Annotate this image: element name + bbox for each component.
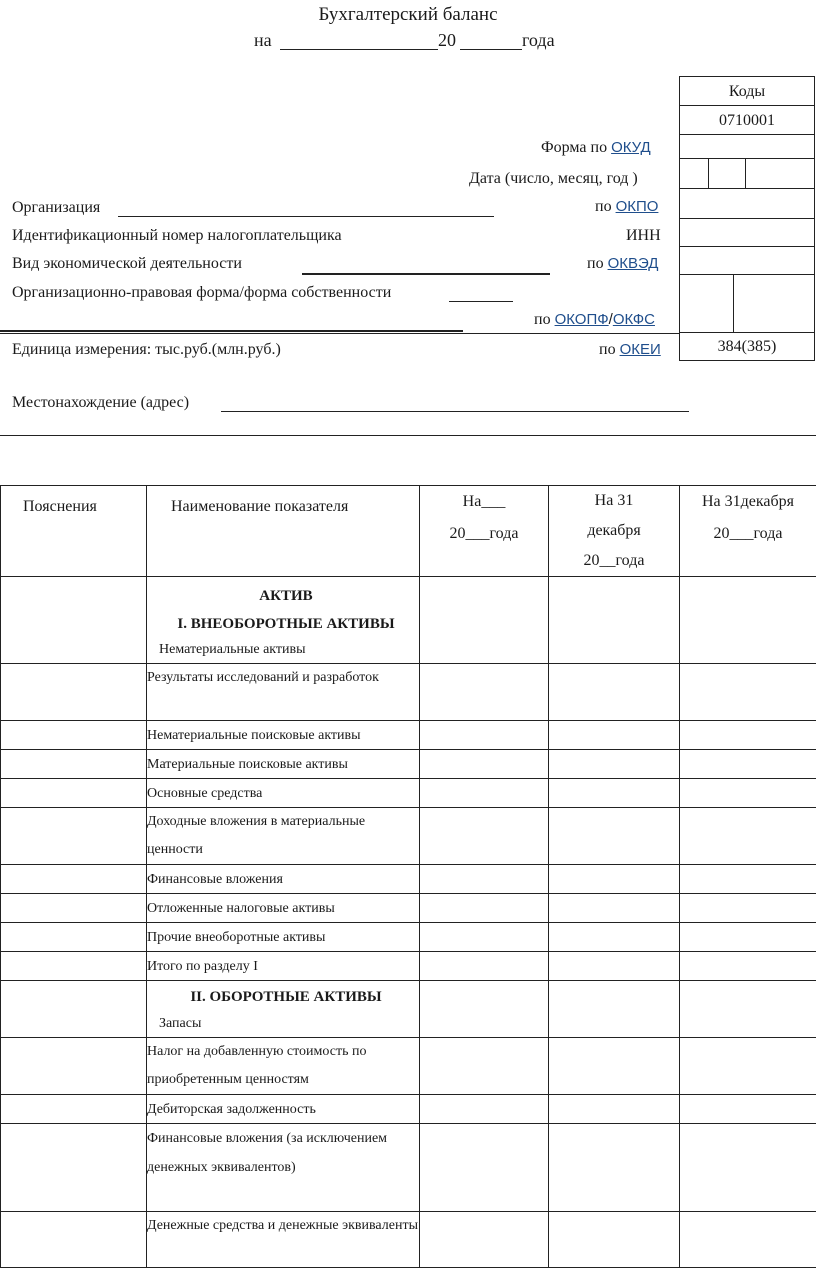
table-row — [1, 981, 816, 1038]
date-year: 20 — [438, 30, 456, 51]
row-label: Доходные вложения в материальные ценности — [147, 808, 420, 865]
value-cell[interactable] — [680, 952, 816, 981]
value-cell[interactable] — [549, 1212, 680, 1268]
okopf-prefix: по — [534, 311, 551, 328]
value-cell[interactable] — [680, 981, 816, 1038]
table-row — [1, 894, 816, 923]
table-header-row — [1, 486, 816, 577]
table-row — [1, 923, 816, 952]
section-1-title: I. ВНЕОБОРОТНЫЕ АКТИВЫ — [159, 611, 413, 637]
unit-label: Единица измерения: тыс.руб.(млн.руб.) — [12, 341, 281, 359]
okud-row — [541, 139, 651, 157]
table-row — [1, 664, 816, 721]
date-divider-1 — [708, 159, 709, 188]
value-cell[interactable] — [549, 1124, 680, 1212]
value-cell[interactable] — [549, 952, 680, 981]
legal-form-input-line[interactable] — [449, 301, 513, 302]
header-col3-line2: 20___года — [680, 518, 816, 550]
value-cell[interactable] — [420, 721, 549, 750]
row-label: Материальные поисковые активы — [147, 750, 420, 779]
okei-code-cell[interactable]: 384(385) — [680, 333, 814, 360]
value-cell[interactable] — [680, 664, 816, 721]
name-cell — [147, 981, 420, 1038]
page-title: Бухгалтерский баланс — [0, 4, 816, 26]
name-cell — [147, 577, 420, 664]
row-label: Финансовые вложения — [147, 865, 420, 894]
value-cell[interactable] — [549, 865, 680, 894]
value-cell[interactable] — [680, 865, 816, 894]
section-2-title: II. ОБОРОТНЫЕ АКТИВЫ — [159, 983, 413, 1011]
okopf-okfs-code-cell[interactable] — [680, 275, 814, 333]
value-cell[interactable] — [420, 1038, 549, 1095]
date-blank-line[interactable] — [280, 49, 438, 50]
row-label: Прочие внеоборотные активы — [147, 923, 420, 952]
header-col1-line2: 20___года — [420, 518, 548, 550]
row-label: Нематериальные поисковые активы — [147, 721, 420, 750]
value-cell[interactable] — [420, 750, 549, 779]
okopf-divider — [733, 275, 734, 332]
table-row — [1, 1038, 816, 1095]
okved-row — [587, 255, 658, 273]
table-row — [1, 865, 816, 894]
value-cell[interactable] — [549, 923, 680, 952]
okud-prefix: Форма по — [541, 139, 607, 156]
notes-cell[interactable] — [1, 894, 147, 923]
value-cell[interactable] — [420, 865, 549, 894]
row-label: Запасы — [159, 1016, 201, 1031]
value-cell[interactable] — [549, 1095, 680, 1124]
address-label: Местонахождение (адрес) — [12, 394, 189, 412]
address-divider-line — [0, 435, 816, 436]
okud-link[interactable]: ОКУД — [611, 139, 651, 156]
codes-box — [679, 76, 815, 361]
value-cell[interactable] — [549, 894, 680, 923]
value-cell[interactable] — [549, 1038, 680, 1095]
notes-cell[interactable] — [1, 1212, 147, 1268]
table-row — [1, 750, 816, 779]
okpo-prefix: по — [595, 198, 612, 215]
header-notes: Пояснения — [1, 486, 147, 577]
value-cell[interactable] — [420, 577, 549, 664]
notes-cell[interactable] — [1, 664, 147, 721]
value-cell[interactable] — [420, 952, 549, 981]
table-row — [1, 952, 816, 981]
value-cell[interactable] — [680, 1038, 816, 1095]
section-asset: АКТИВ — [159, 581, 413, 611]
value-cell[interactable] — [680, 721, 816, 750]
row-label: Налог на добавленную стоимость по приобретенным ценностям — [147, 1038, 420, 1095]
header-col2-line3: 20__года — [549, 546, 679, 576]
okopf-slash: / — [609, 311, 613, 328]
value-cell[interactable] — [420, 779, 549, 808]
value-cell[interactable] — [549, 808, 680, 865]
value-cell[interactable] — [680, 808, 816, 865]
okei-row — [599, 341, 661, 359]
notes-cell[interactable] — [1, 577, 147, 664]
row-label: Результаты исследований и разработок — [147, 664, 420, 721]
address-input-line[interactable] — [221, 411, 689, 412]
notes-cell[interactable] — [1, 1038, 147, 1095]
table-row — [1, 1212, 816, 1268]
notes-cell[interactable] — [1, 779, 147, 808]
row-label: Денежные средства и денежные эквиваленты — [147, 1212, 420, 1268]
codes-title: Коды — [680, 77, 814, 106]
table-row — [1, 1095, 816, 1124]
value-cell[interactable] — [680, 750, 816, 779]
legal-form-second-line[interactable] — [0, 330, 463, 332]
table-row — [1, 721, 816, 750]
table-row — [1, 577, 816, 664]
row-label: Отложенные налоговые активы — [147, 894, 420, 923]
value-cell[interactable] — [680, 923, 816, 952]
okopf-row — [534, 311, 655, 329]
header-col1 — [420, 486, 549, 577]
notes-cell[interactable] — [1, 981, 147, 1038]
okei-prefix: по — [599, 341, 616, 358]
org-label: Организация — [12, 199, 100, 217]
okfs-link[interactable]: ОКФС — [613, 311, 655, 328]
row-label: Дебиторская задолженность — [147, 1095, 420, 1124]
inn-label: ИНН — [626, 227, 661, 245]
row-label: Нематериальные активы — [159, 642, 306, 657]
okud-code-cell[interactable]: 0710001 — [680, 106, 814, 135]
value-cell[interactable] — [420, 894, 549, 923]
row-label: Итого по разделу I — [147, 952, 420, 981]
notes-cell[interactable] — [1, 1095, 147, 1124]
okpo-code-cell[interactable] — [680, 189, 814, 219]
balance-table — [0, 485, 816, 1268]
form-divider-line — [0, 333, 680, 334]
table-row — [1, 779, 816, 808]
row-label: Основные средства — [147, 779, 420, 808]
value-cell[interactable] — [549, 779, 680, 808]
header-col2 — [549, 486, 680, 577]
notes-cell[interactable] — [1, 721, 147, 750]
value-cell[interactable] — [420, 981, 549, 1038]
okpo-row — [595, 198, 658, 216]
date-suffix: года — [522, 30, 555, 51]
value-cell[interactable] — [549, 664, 680, 721]
okved-code-cell[interactable] — [680, 247, 814, 275]
legal-form-label: Организационно-правовая форма/форма собственности — [12, 284, 391, 302]
notes-cell[interactable] — [1, 952, 147, 981]
activity-label: Вид экономической деятельности — [12, 255, 242, 273]
row-label: Финансовые вложения (за исключением денежных эквивалентов) — [147, 1124, 420, 1212]
okud-extra-cell[interactable] — [680, 135, 814, 159]
okved-prefix: по — [587, 255, 604, 272]
value-cell[interactable] — [549, 721, 680, 750]
notes-cell[interactable] — [1, 1124, 147, 1212]
date-divider-2 — [745, 159, 746, 188]
date-prefix: на — [254, 30, 272, 51]
header-col3 — [680, 486, 816, 577]
okpo-link[interactable]: ОКПО — [616, 198, 659, 215]
value-cell[interactable] — [680, 779, 816, 808]
table-row — [1, 1124, 816, 1212]
okei-link[interactable]: ОКЕИ — [620, 341, 661, 358]
year-blank-line[interactable] — [460, 49, 522, 50]
notes-cell[interactable] — [1, 923, 147, 952]
table-row — [1, 808, 816, 865]
value-cell[interactable] — [549, 577, 680, 664]
value-cell[interactable] — [420, 1212, 549, 1268]
value-cell[interactable] — [680, 1095, 816, 1124]
header-name: Наименование показателя — [147, 486, 420, 577]
notes-cell[interactable] — [1, 750, 147, 779]
okopf-link[interactable]: ОКОПФ — [555, 311, 609, 328]
value-cell[interactable] — [680, 894, 816, 923]
value-cell[interactable] — [549, 750, 680, 779]
header-col3-line1: На 31декабря — [680, 486, 816, 518]
value-cell[interactable] — [680, 1212, 816, 1268]
date-code-cell[interactable] — [680, 159, 814, 189]
value-cell[interactable] — [420, 1124, 549, 1212]
inn-code-cell[interactable] — [680, 219, 814, 247]
header-col2-line2: декабря — [549, 516, 679, 546]
okved-link[interactable]: ОКВЭД — [608, 255, 659, 272]
value-cell[interactable] — [420, 1095, 549, 1124]
org-input-line[interactable] — [118, 216, 494, 217]
value-cell[interactable] — [549, 981, 680, 1038]
value-cell[interactable] — [680, 1124, 816, 1212]
value-cell[interactable] — [680, 577, 816, 664]
header-col1-line1: На___ — [420, 486, 548, 518]
value-cell[interactable] — [420, 664, 549, 721]
activity-input-line[interactable] — [302, 273, 550, 275]
inn-full-label: Идентификационный номер налогоплательщика — [12, 227, 342, 245]
notes-cell[interactable] — [1, 808, 147, 865]
value-cell[interactable] — [420, 808, 549, 865]
header-col2-line1: На 31 — [549, 486, 679, 516]
notes-cell[interactable] — [1, 865, 147, 894]
date-label: Дата (число, месяц, год ) — [469, 170, 638, 188]
value-cell[interactable] — [420, 923, 549, 952]
